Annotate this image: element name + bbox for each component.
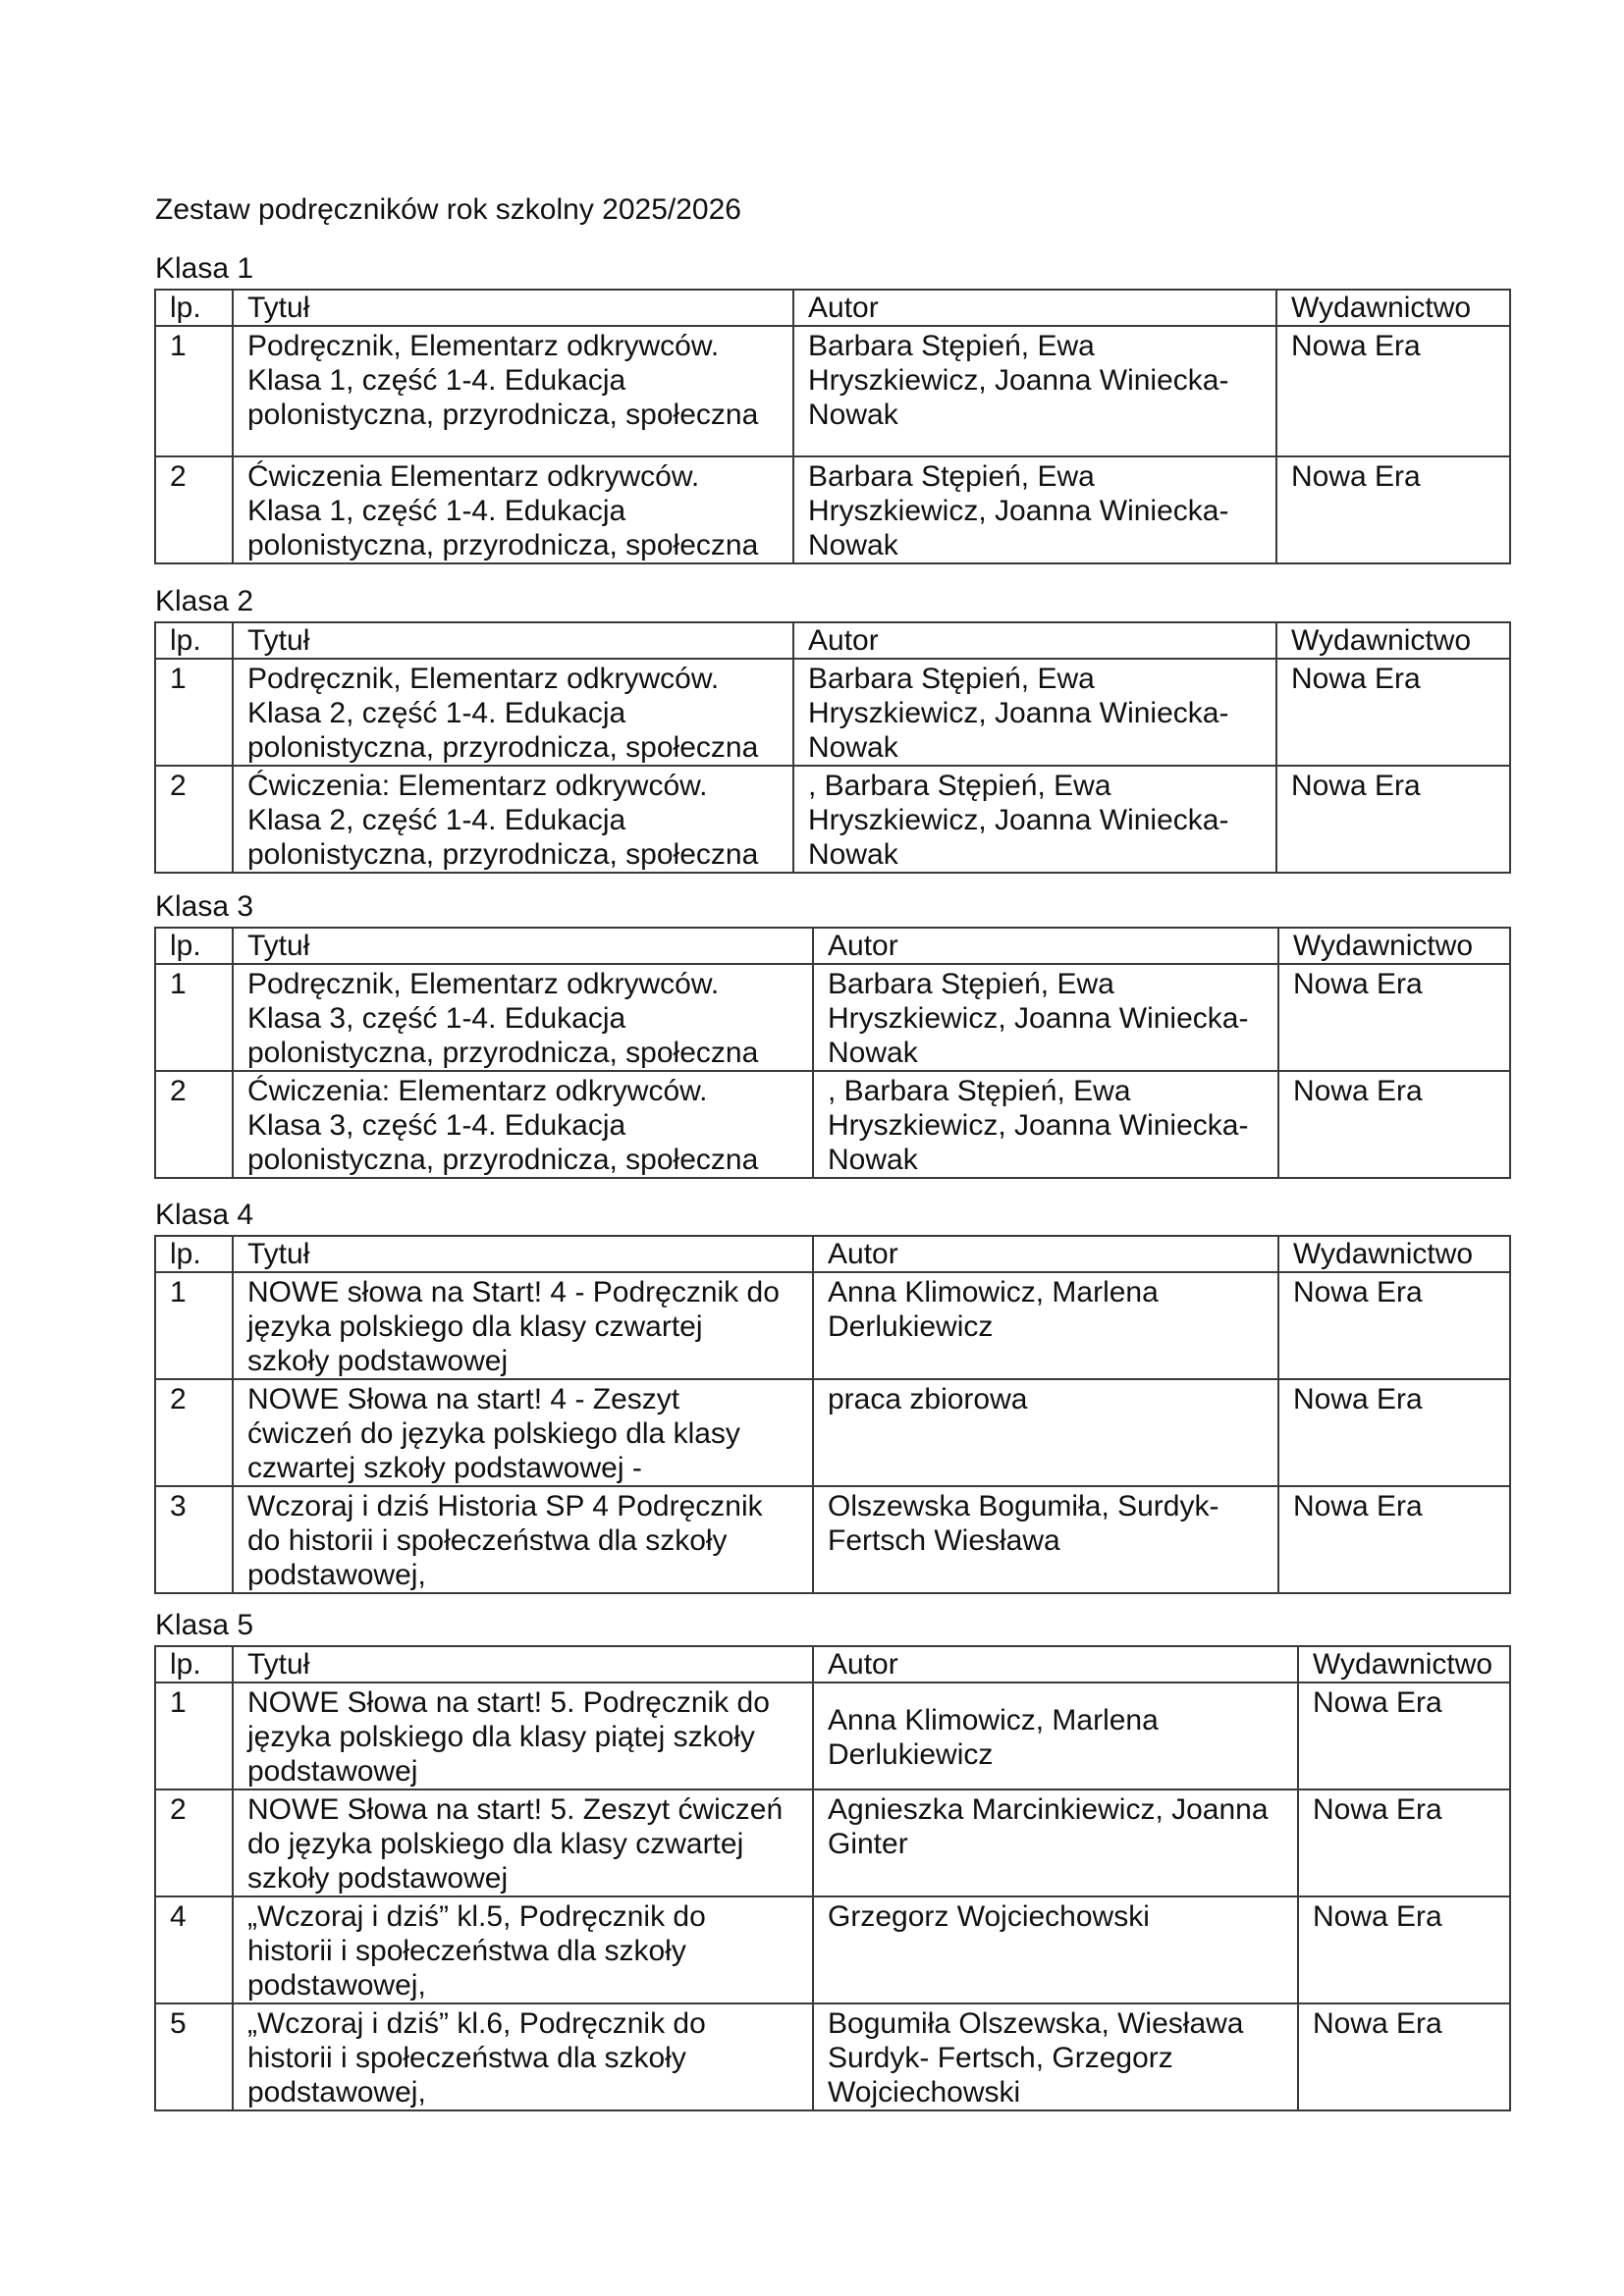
column-header-publisher: Wydawnictwo	[1278, 1236, 1510, 1272]
table-row	[155, 1379, 1510, 1486]
table-row	[155, 1272, 1510, 1379]
author-line: Derlukiewicz	[828, 1738, 994, 1771]
title-line: Ćwiczenia Elementarz odkrywców.	[247, 460, 700, 493]
title-line: do historii i społeczeństwa dla szkoły	[247, 1524, 728, 1557]
column-header-publisher: Wydawnictwo	[1276, 290, 1510, 326]
title-line: Podręcznik, Elementarz odkrywców.	[247, 330, 720, 362]
title-line: „Wczoraj i dziś” kl.6, Podręcznik do	[247, 2007, 706, 2040]
table-header-row	[155, 1646, 1510, 1682]
title-line: polonistyczna, przyrodnicza, społeczna	[247, 399, 759, 431]
title-line: Klasa 3, część 1-4. Edukacja	[247, 1109, 626, 1142]
column-header-lp: lp.	[155, 622, 233, 659]
column-header-title: Tytuł	[233, 1646, 813, 1682]
title-line: podstawowej,	[247, 1969, 426, 2002]
cell-lp: 1	[155, 326, 233, 456]
column-header-publisher: Wydawnictwo	[1298, 1646, 1510, 1682]
column-header-author: Autor	[793, 290, 1276, 326]
title-line: polonistyczna, przyrodnicza, społeczna	[247, 1144, 759, 1176]
author-line: Barbara Stępień, Ewa	[808, 330, 1095, 362]
table-row	[155, 766, 1510, 873]
author-line: Nowak	[808, 731, 898, 764]
cell-lp: 2	[155, 1071, 233, 1178]
cell-publisher: Nowa Era	[1298, 1789, 1510, 1896]
section-label-klasa-3: Klasa 3	[155, 890, 254, 923]
cell-author	[813, 1486, 1278, 1593]
cell-lp: 3	[155, 1486, 233, 1593]
cell-title	[233, 1682, 813, 1789]
column-header-lp: lp.	[155, 928, 233, 964]
table-header-row	[155, 1236, 1510, 1272]
column-header-lp: lp.	[155, 1646, 233, 1682]
cell-title	[233, 964, 813, 1071]
cell-title	[233, 1272, 813, 1379]
title-line: czwartej szkoły podstawowej -	[247, 1452, 642, 1484]
cell-title	[233, 1071, 813, 1178]
title-line: polonistyczna, przyrodnicza, społeczna	[247, 838, 759, 871]
cell-title	[233, 2003, 813, 2110]
author-line: Grzegorz Wojciechowski	[828, 1900, 1150, 1933]
cell-author	[813, 1896, 1298, 2003]
title-line: Podręcznik, Elementarz odkrywców.	[247, 663, 720, 695]
author-line: Nowak	[808, 399, 898, 431]
cell-lp: 1	[155, 1682, 233, 1789]
cell-title	[233, 1789, 813, 1896]
cell-author	[813, 1789, 1298, 1896]
author-line: Hryszkiewicz, Joanna Winiecka-	[828, 1109, 1249, 1142]
author-line: Anna Klimowicz, Marlena	[828, 1704, 1159, 1736]
cell-author	[793, 326, 1276, 456]
cell-publisher: Nowa Era	[1276, 456, 1510, 563]
cell-title	[233, 326, 793, 456]
title-line: historii i społeczeństwa dla szkoły	[247, 1935, 686, 1967]
cell-publisher: Nowa Era	[1276, 326, 1510, 456]
cell-title	[233, 1379, 813, 1486]
author-line: Nowak	[828, 1144, 918, 1176]
column-header-title: Tytuł	[233, 290, 793, 326]
column-header-title: Tytuł	[233, 622, 793, 659]
cell-lp: 4	[155, 1896, 233, 2003]
table-header-row	[155, 622, 1510, 659]
author-line: Hryszkiewicz, Joanna Winiecka-	[808, 804, 1229, 836]
title-line: Klasa 3, część 1-4. Edukacja	[247, 1002, 626, 1035]
author-line: Fertsch Wiesława	[828, 1524, 1060, 1557]
title-line: podstawowej,	[247, 1559, 426, 1591]
title-line: Klasa 2, część 1-4. Edukacja	[247, 804, 626, 836]
books-table-klasa-2	[154, 621, 1511, 874]
cell-lp: 5	[155, 2003, 233, 2110]
table-row	[155, 1486, 1510, 1593]
title-line: Ćwiczenia: Elementarz odkrywców.	[247, 1075, 708, 1107]
page-title: Zestaw podręczników rok szkolny 2025/2026	[155, 193, 741, 226]
cell-publisher: Nowa Era	[1276, 766, 1510, 873]
cell-author	[793, 659, 1276, 766]
author-line: , Barbara Stępień, Ewa	[808, 770, 1111, 802]
cell-lp: 1	[155, 964, 233, 1071]
cell-title	[233, 456, 793, 563]
column-header-title: Tytuł	[233, 928, 813, 964]
title-line: historii i społeczeństwa dla szkoły	[247, 2042, 686, 2074]
author-line: Derlukiewicz	[828, 1310, 994, 1343]
title-line: Wczoraj i dziś Historia SP 4 Podręcznik	[247, 1490, 763, 1522]
cell-lp: 2	[155, 766, 233, 873]
table-row	[155, 326, 1510, 456]
title-line: podstawowej,	[247, 2076, 426, 2109]
author-line: Bogumiła Olszewska, Wiesława	[828, 2007, 1244, 2040]
author-line: Nowak	[828, 1037, 918, 1069]
cell-lp: 2	[155, 456, 233, 563]
title-line: szkoły podstawowej	[247, 1862, 509, 1895]
author-line: , Barbara Stępień, Ewa	[828, 1075, 1131, 1107]
cell-author	[813, 1272, 1278, 1379]
column-header-lp: lp.	[155, 290, 233, 326]
table-row	[155, 2003, 1510, 2110]
author-line: Hryszkiewicz, Joanna Winiecka-	[808, 364, 1229, 397]
cell-author	[793, 456, 1276, 563]
title-line: podstawowej	[247, 1755, 418, 1788]
author-line: Nowak	[808, 529, 898, 561]
books-table-klasa-1	[154, 289, 1511, 564]
author-line: Olszewska Bogumiła, Surdyk-	[828, 1490, 1219, 1522]
cell-publisher: Nowa Era	[1298, 1896, 1510, 2003]
author-line: Surdyk- Fertsch, Grzegorz	[828, 2042, 1173, 2074]
title-line: ćwiczeń do języka polskiego dla klasy	[247, 1417, 740, 1450]
cell-publisher: Nowa Era	[1298, 2003, 1510, 2110]
cell-author	[813, 1379, 1278, 1486]
cell-title	[233, 766, 793, 873]
title-line: polonistyczna, przyrodnicza, społeczna	[247, 1037, 759, 1069]
section-label-klasa-4: Klasa 4	[155, 1199, 254, 1231]
cell-lp: 2	[155, 1379, 233, 1486]
title-line: języka polskiego dla klasy czwartej	[247, 1310, 703, 1343]
column-header-author: Autor	[813, 928, 1278, 964]
author-line: Hryszkiewicz, Joanna Winiecka-	[828, 1002, 1249, 1035]
cell-author	[813, 1682, 1298, 1789]
cell-publisher: Nowa Era	[1298, 1682, 1510, 1789]
section-label-klasa-5: Klasa 5	[155, 1609, 254, 1641]
author-line: Nowak	[808, 838, 898, 871]
cell-publisher: Nowa Era	[1278, 1486, 1510, 1593]
column-header-author: Autor	[813, 1236, 1278, 1272]
cell-publisher: Nowa Era	[1278, 1379, 1510, 1486]
author-line: Barbara Stępień, Ewa	[808, 460, 1095, 493]
table-header-row	[155, 290, 1510, 326]
table-header-row	[155, 928, 1510, 964]
table-row	[155, 456, 1510, 563]
author-line: Barbara Stępień, Ewa	[828, 968, 1114, 1000]
cell-publisher: Nowa Era	[1278, 1272, 1510, 1379]
author-line: Hryszkiewicz, Joanna Winiecka-	[808, 495, 1229, 527]
title-line: Klasa 1, część 1-4. Edukacja	[247, 364, 626, 397]
title-line: do języka polskiego dla klasy czwartej	[247, 1828, 744, 1860]
section-label-klasa-1: Klasa 1	[155, 252, 254, 285]
cell-publisher: Nowa Era	[1278, 1071, 1510, 1178]
title-line: szkoły podstawowej	[247, 1345, 509, 1377]
column-header-lp: lp.	[155, 1236, 233, 1272]
cell-lp: 1	[155, 1272, 233, 1379]
cell-author	[813, 964, 1278, 1071]
title-line: języka polskiego dla klasy piątej szkoły	[247, 1721, 755, 1753]
author-line: Barbara Stępień, Ewa	[808, 663, 1095, 695]
title-line: polonistyczna, przyrodnicza, społeczna	[247, 731, 759, 764]
title-line: Klasa 2, część 1-4. Edukacja	[247, 697, 626, 729]
title-line: Ćwiczenia: Elementarz odkrywców.	[247, 770, 708, 802]
column-header-publisher: Wydawnictwo	[1276, 622, 1510, 659]
author-line: praca zbiorowa	[828, 1383, 1028, 1415]
title-line: NOWE Słowa na start! 5. Podręcznik do	[247, 1686, 770, 1719]
column-header-title: Tytuł	[233, 1236, 813, 1272]
table-row	[155, 1896, 1510, 2003]
section-label-klasa-2: Klasa 2	[155, 585, 254, 617]
cell-author	[813, 2003, 1298, 2110]
books-table-klasa-4	[154, 1235, 1511, 1594]
title-line: „Wczoraj i dziś” kl.5, Podręcznik do	[247, 1900, 706, 1933]
table-row	[155, 1789, 1510, 1896]
cell-title	[233, 659, 793, 766]
column-header-author: Autor	[813, 1646, 1298, 1682]
table-row	[155, 659, 1510, 766]
author-line: Wojciechowski	[828, 2076, 1021, 2109]
table-row	[155, 1071, 1510, 1178]
cell-author	[813, 1071, 1278, 1178]
author-line: Anna Klimowicz, Marlena	[828, 1276, 1159, 1308]
title-line: NOWE Słowa na start! 5. Zeszyt ćwiczeń	[247, 1793, 784, 1826]
table-row	[155, 1682, 1510, 1789]
books-table-klasa-5	[154, 1645, 1511, 2111]
cell-title	[233, 1896, 813, 2003]
title-line: Podręcznik, Elementarz odkrywców.	[247, 968, 720, 1000]
cell-lp: 2	[155, 1789, 233, 1896]
column-header-publisher: Wydawnictwo	[1278, 928, 1510, 964]
column-header-author: Autor	[793, 622, 1276, 659]
cell-publisher: Nowa Era	[1278, 964, 1510, 1071]
author-line: Hryszkiewicz, Joanna Winiecka-	[808, 697, 1229, 729]
books-table-klasa-3	[154, 927, 1511, 1179]
author-line: Ginter	[828, 1828, 908, 1860]
title-line: Klasa 1, część 1-4. Edukacja	[247, 495, 626, 527]
cell-publisher: Nowa Era	[1276, 659, 1510, 766]
title-line: NOWE słowa na Start! 4 - Podręcznik do	[247, 1276, 780, 1308]
author-line: Agnieszka Marcinkiewicz, Joanna	[828, 1793, 1269, 1826]
title-line: NOWE Słowa na start! 4 - Zeszyt	[247, 1383, 680, 1415]
cell-author	[793, 766, 1276, 873]
table-row	[155, 964, 1510, 1071]
cell-title	[233, 1486, 813, 1593]
title-line: polonistyczna, przyrodnicza, społeczna	[247, 529, 759, 561]
cell-lp: 1	[155, 659, 233, 766]
